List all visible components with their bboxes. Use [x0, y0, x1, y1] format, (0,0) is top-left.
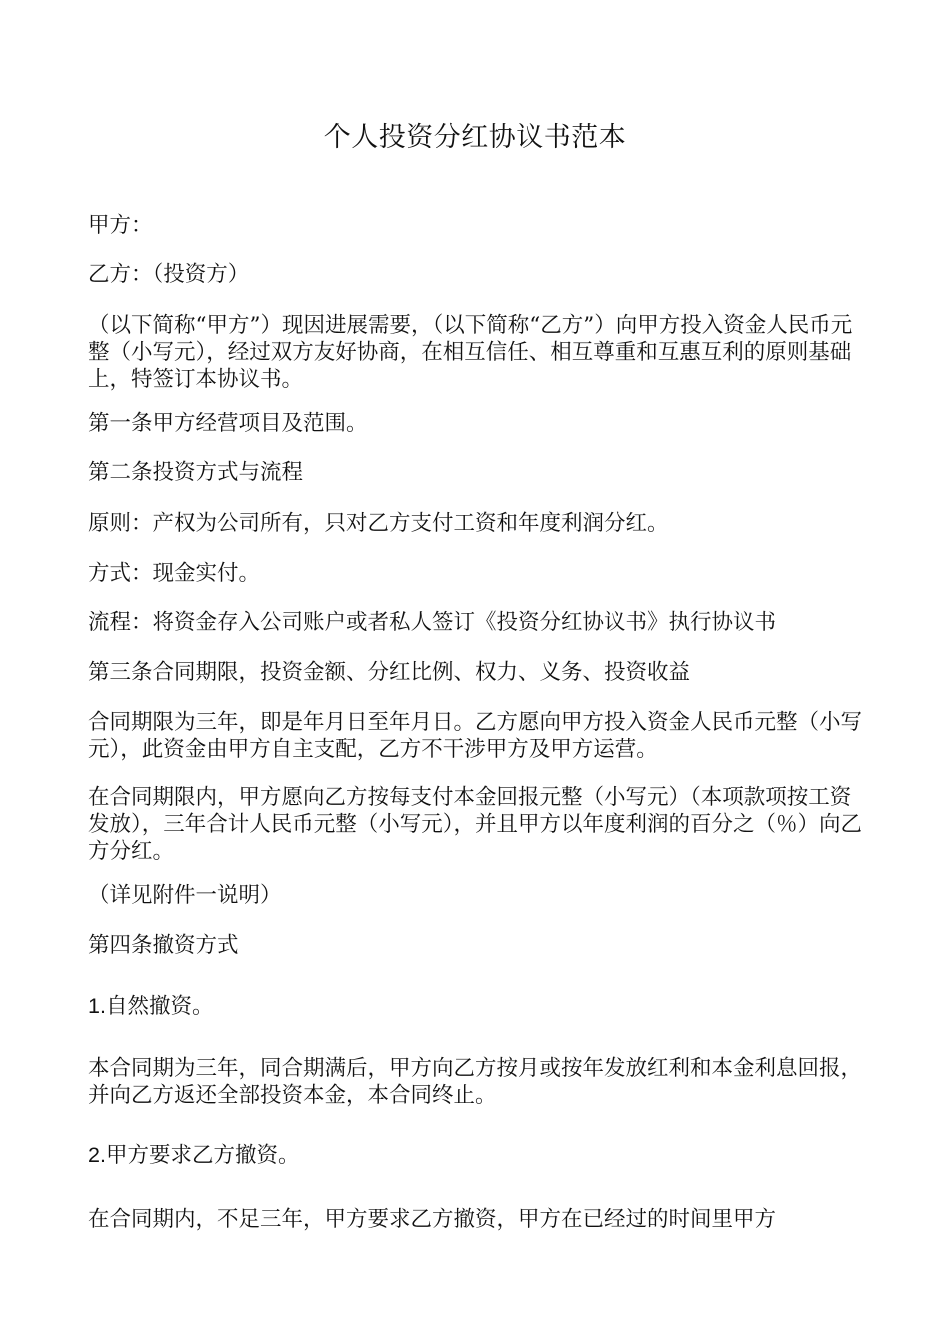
method-line: 方式：现金实付。 — [88, 561, 261, 586]
item-2-text: 甲方要求乙方撤资。 — [105, 1143, 300, 1168]
intro-paragraph: （以下简称“甲方”）现因进展需要，（以下简称“乙方”）向甲方投入资金人民币元整（小写元），经过双方友好协商，在相互信任、相互尊重和互惠互利的原则基础上，特签订本协议书。 — [88, 313, 853, 392]
principle-line: 原则：产权为公司所有，只对乙方支付工资和年度利润分红。 — [88, 511, 669, 536]
early-withdrawal-paragraph: 在合同期内，不足三年，甲方要求乙方撤资，甲方在已经过的时间里甲方 — [88, 1207, 777, 1232]
party-b-line: 乙方：（投资方） — [88, 262, 250, 287]
document-title: 个人投资分红协议书范本 — [323, 122, 627, 153]
item-2-number: 2. — [88, 1143, 106, 1167]
item-1-text: 自然撤资。 — [105, 994, 214, 1019]
party-a-line: 甲方： — [88, 213, 153, 238]
term-paragraph: 合同期限为三年，即是年月日至年月日。乙方愿向甲方投入资金人民币元整（小写元），此资金由甲方自主支配，乙方不干涉甲方及甲方运营。 — [88, 710, 863, 762]
return-paragraph: 在合同期限内，甲方愿向乙方按每支付本金回报元整（小写元）（本项款项按工资发放），三年合计人民币元整（小写元），并且甲方以年度利润的百分之（％）向乙方分红。 — [88, 785, 863, 864]
item-1-line — [88, 993, 864, 1020]
process-line: 流程：将资金存入公司账户或者私人签订《投资分红协议书》执行协议书 — [88, 610, 777, 635]
appendix-note: （详见附件一说明） — [88, 883, 282, 908]
item-1-number: 1. — [88, 994, 106, 1018]
article-3-heading: 第三条合同期限，投资金额、分红比例、权力、义务、投资收益 — [88, 660, 691, 685]
natural-withdrawal-paragraph: 本合同期为三年，同合期满后，甲方向乙方按月或按年发放红利和本金利息回报，并向乙方返还全部投资本金，本合同终止。 — [88, 1056, 863, 1108]
article-2-heading: 第二条投资方式与流程 — [88, 460, 304, 485]
article-1-heading: 第一条甲方经营项目及范围。 — [88, 411, 368, 436]
article-4-heading: 第四条撤资方式 — [88, 933, 239, 958]
item-2-line — [88, 1142, 864, 1169]
